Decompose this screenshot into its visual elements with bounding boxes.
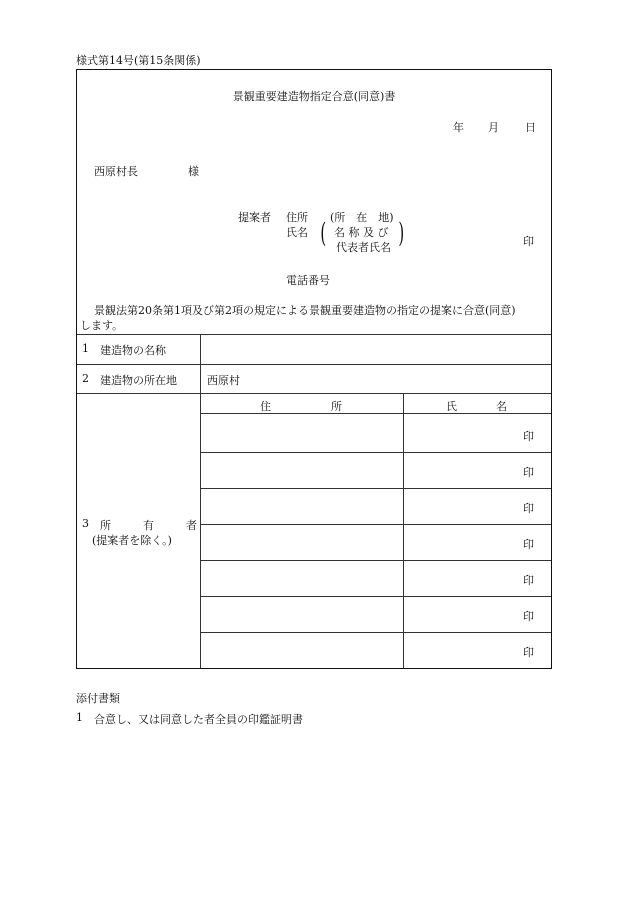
label-column-divider bbox=[200, 334, 201, 668]
date-day-label: 日 bbox=[525, 121, 536, 134]
attachment-item-number: 1 bbox=[76, 711, 83, 724]
row3-label-char: 者 bbox=[186, 519, 197, 532]
proposer-name-label: 氏名 bbox=[286, 226, 308, 239]
owner-column-divider bbox=[403, 393, 404, 668]
owner-row-seal: 印 bbox=[523, 466, 534, 479]
proposer-label: 提案者 bbox=[238, 211, 271, 224]
table-top-line bbox=[77, 334, 551, 335]
row3-label-char: 有 bbox=[143, 519, 154, 532]
owner-name-header: 名 bbox=[496, 400, 507, 413]
date-month-label: 月 bbox=[488, 121, 499, 134]
owner-address-header: 住 bbox=[260, 400, 271, 413]
row1-number: 1 bbox=[82, 342, 89, 355]
row2-number: 2 bbox=[82, 372, 89, 385]
owner-row-seal: 印 bbox=[523, 574, 534, 587]
statement-line2: します。 bbox=[80, 319, 124, 332]
form-frame bbox=[76, 69, 552, 669]
phone-label: 電話番号 bbox=[286, 274, 330, 287]
form-title: 景観重要建造物指定合意(同意)書 bbox=[232, 90, 396, 103]
owner-row-line bbox=[200, 560, 551, 561]
owner-row-seal: 印 bbox=[523, 646, 534, 659]
row3-label-char: 所 bbox=[100, 519, 111, 532]
row3-number: 3 bbox=[82, 517, 89, 530]
owner-address-header: 所 bbox=[331, 400, 342, 413]
owner-row-line bbox=[200, 596, 551, 597]
row3-sublabel: (提案者を除く。) bbox=[92, 534, 172, 547]
addressee-name: 西原村長 bbox=[94, 165, 138, 178]
owner-row-seal: 印 bbox=[523, 538, 534, 551]
owner-row-seal: 印 bbox=[523, 430, 534, 443]
proposer-name-note-line1: 名 称 及 び bbox=[334, 226, 389, 239]
building-location-field[interactable]: 西原村 bbox=[207, 374, 240, 387]
proposer-name-note-line2: 代表者氏名 bbox=[336, 241, 391, 254]
open-bracket: ( bbox=[320, 218, 327, 249]
form-number: 様式第14号(第15条関係) bbox=[76, 54, 201, 67]
addressee-suffix: 様 bbox=[188, 165, 199, 178]
row1-label: 建造物の名称 bbox=[100, 344, 166, 357]
proposer-seal-label: 印 bbox=[523, 235, 534, 248]
close-bracket: ) bbox=[398, 218, 405, 249]
row2-bottom-line bbox=[77, 393, 551, 394]
owner-row-line bbox=[200, 488, 551, 489]
owner-row-line bbox=[200, 452, 551, 453]
proposer-address-note: (所 在 地) bbox=[330, 211, 394, 224]
row2-label: 建造物の所在地 bbox=[100, 374, 177, 387]
owner-row-seal: 印 bbox=[523, 610, 534, 623]
owner-row-line bbox=[200, 632, 551, 633]
attachment-item-text: 合意し、又は同意した者全員の印鑑証明書 bbox=[94, 713, 303, 726]
owner-row-line bbox=[200, 524, 551, 525]
attachments-heading: 添付書類 bbox=[76, 692, 120, 705]
owner-name-header: 氏 bbox=[446, 400, 457, 413]
date-year-label: 年 bbox=[453, 121, 464, 134]
owner-row-seal: 印 bbox=[523, 502, 534, 515]
proposer-address-label: 住所 bbox=[286, 211, 308, 224]
row1-bottom-line bbox=[77, 364, 551, 365]
statement-line1: 景観法第20条第1項及び第2項の規定による景観重要建造物の指定の提案に合意(同意) bbox=[94, 304, 516, 317]
